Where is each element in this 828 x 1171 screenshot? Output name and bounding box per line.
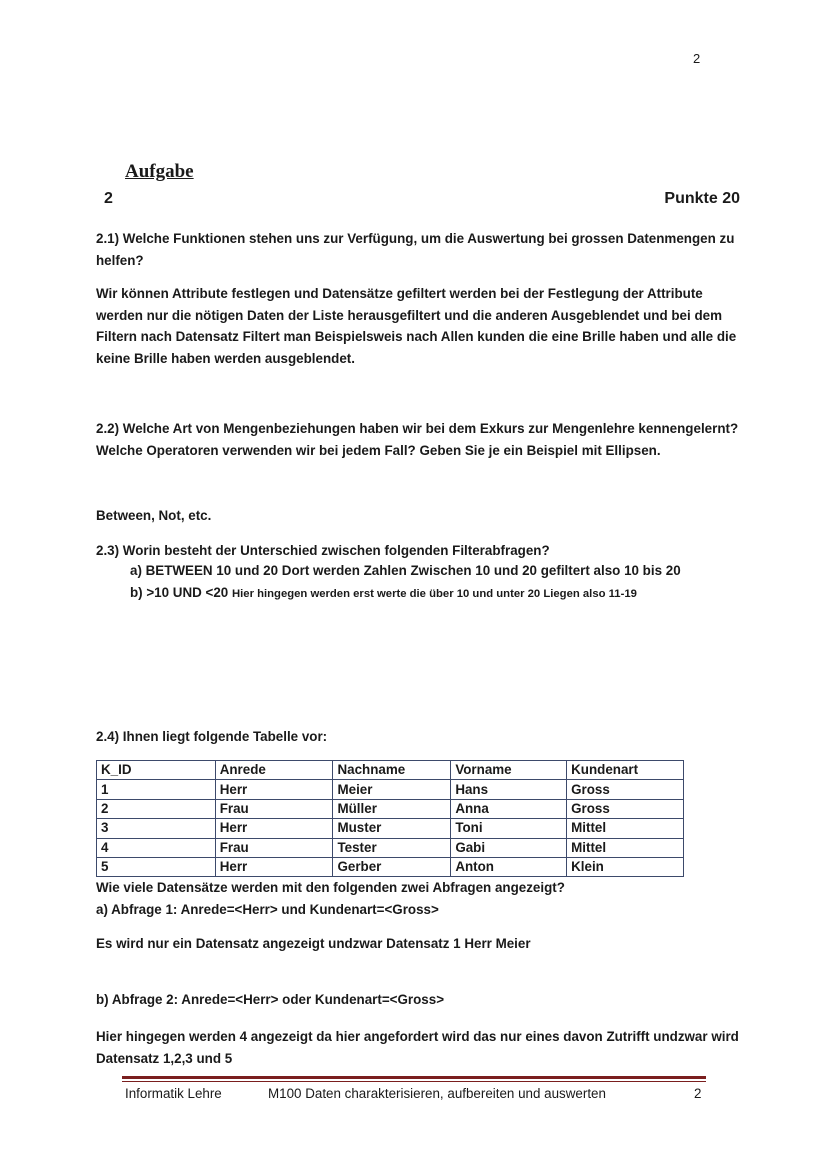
table-cell: Anton [451,857,567,876]
table-cell: Gabi [451,838,567,857]
answer-query-a: Es wird nur ein Datensatz angezeigt undzwar Datensatz 1 Herr Meier [96,936,531,951]
customer-table [96,760,684,877]
footer-left-text: Informatik Lehre [125,1086,222,1101]
table-row [97,780,684,799]
table-cell: Gross [567,799,684,818]
question-2-4: Wie viele Datensätze werden mit den folgenden zwei Abfragen angezeigt? [96,880,565,895]
table-cell: Muster [333,819,451,838]
table-cell: Herr [215,780,333,799]
answer-2-3-b-text: Hier hingegen werden erst werte die über 10 und unter 20 Liegen also 11-19 [231,588,637,600]
table-cell: Müller [333,799,451,818]
question-2-3: 2.3) Worin besteht der Unterschied zwischen folgenden Filterabfragen? [96,543,550,558]
table-header-row [97,761,684,780]
table-header-cell: Kundenart [567,761,684,780]
table-row [97,838,684,857]
table-cell: Anna [451,799,567,818]
task-points: Punkte 20 [664,190,740,207]
table-header-cell: Vorname [451,761,567,780]
table-cell: Herr [215,857,333,876]
question-2-2: 2.2) Welche Art von Mengenbeziehungen haben wir bei dem Exkurs zur Mengenlehre kennengelernt? Welche Operatoren verwenden wir bei jedem Fall? Geben Sie je ein Beispiel mit Ellipsen. [96,421,739,458]
answer-2-3-a: a) BETWEEN 10 und 20 Dort werden Zahlen Zwischen 10 und 20 gefiltert also 10 bis 20 [130,563,681,578]
table-cell: Frau [215,838,333,857]
task-number: 2 [104,190,113,207]
header-page-number: 2 [693,51,701,66]
footer-center-text: M100 Daten charakterisieren, aufbereiten und auswerten [268,1086,606,1101]
table-cell: Frau [215,799,333,818]
table-cell: Hans [451,780,567,799]
table-row [97,819,684,838]
task-title: Aufgabe [125,161,194,182]
table-cell: Gross [567,780,684,799]
footer-rule-thin [122,1081,706,1082]
answer-2-1: Wir können Attribute festlegen und Datensätze gefiltert werden bei der Festlegung der Attribute werden nur die nötigen Daten der Liste herausgefiltert und die anderen Ausgeblendet und bei dem Filtern nach Datensatz Filtert man Beispielsweis nach Allen kunden die eine Brille haben und alle die keine Brille haben werden ausgeblendet. [96,286,737,366]
table-header-cell: Anrede [215,761,333,780]
table-header-cell: K_ID [97,761,216,780]
table-cell: Meier [333,780,451,799]
question-2-1: 2.1) Welche Funktionen stehen uns zur Verfügung, um die Auswertung bei grossen Datenmengen zu helfen? [96,231,735,268]
question-2-4-intro: 2.4) Ihnen liegt folgende Tabelle vor: [96,729,328,744]
answer-2-3-b-prefix: b) >10 UND <20 [130,585,229,600]
table-cell: Toni [451,819,567,838]
footer-page-number: 2 [694,1086,702,1101]
answer-2-3-b [130,585,637,600]
answer-query-b: Hier hingegen werden 4 angezeigt da hier angefordert wird das nur eines davon Zutrifft undzwar wird Datensatz 1,2,3 und 5 [96,1029,739,1066]
query-b: b) Abfrage 2: Anrede=<Herr> oder Kundenart=<Gross> [96,992,445,1007]
table-cell: Herr [215,819,333,838]
answer-2-2: Between, Not, etc. [96,508,212,523]
table-cell: Mittel [567,838,684,857]
table-cell: Mittel [567,819,684,838]
table-header-cell: Nachname [333,761,451,780]
table-cell: Tester [333,838,451,857]
table-cell: 2 [97,799,216,818]
table-cell: Klein [567,857,684,876]
table-cell: 5 [97,857,216,876]
table-cell: Gerber [333,857,451,876]
table-row [97,857,684,876]
table-cell: 3 [97,819,216,838]
table-row [97,799,684,818]
query-a: a) Abfrage 1: Anrede=<Herr> und Kundenart=<Gross> [96,902,439,917]
table-cell: 1 [97,780,216,799]
footer-rule [122,1076,706,1079]
table-cell: 4 [97,838,216,857]
